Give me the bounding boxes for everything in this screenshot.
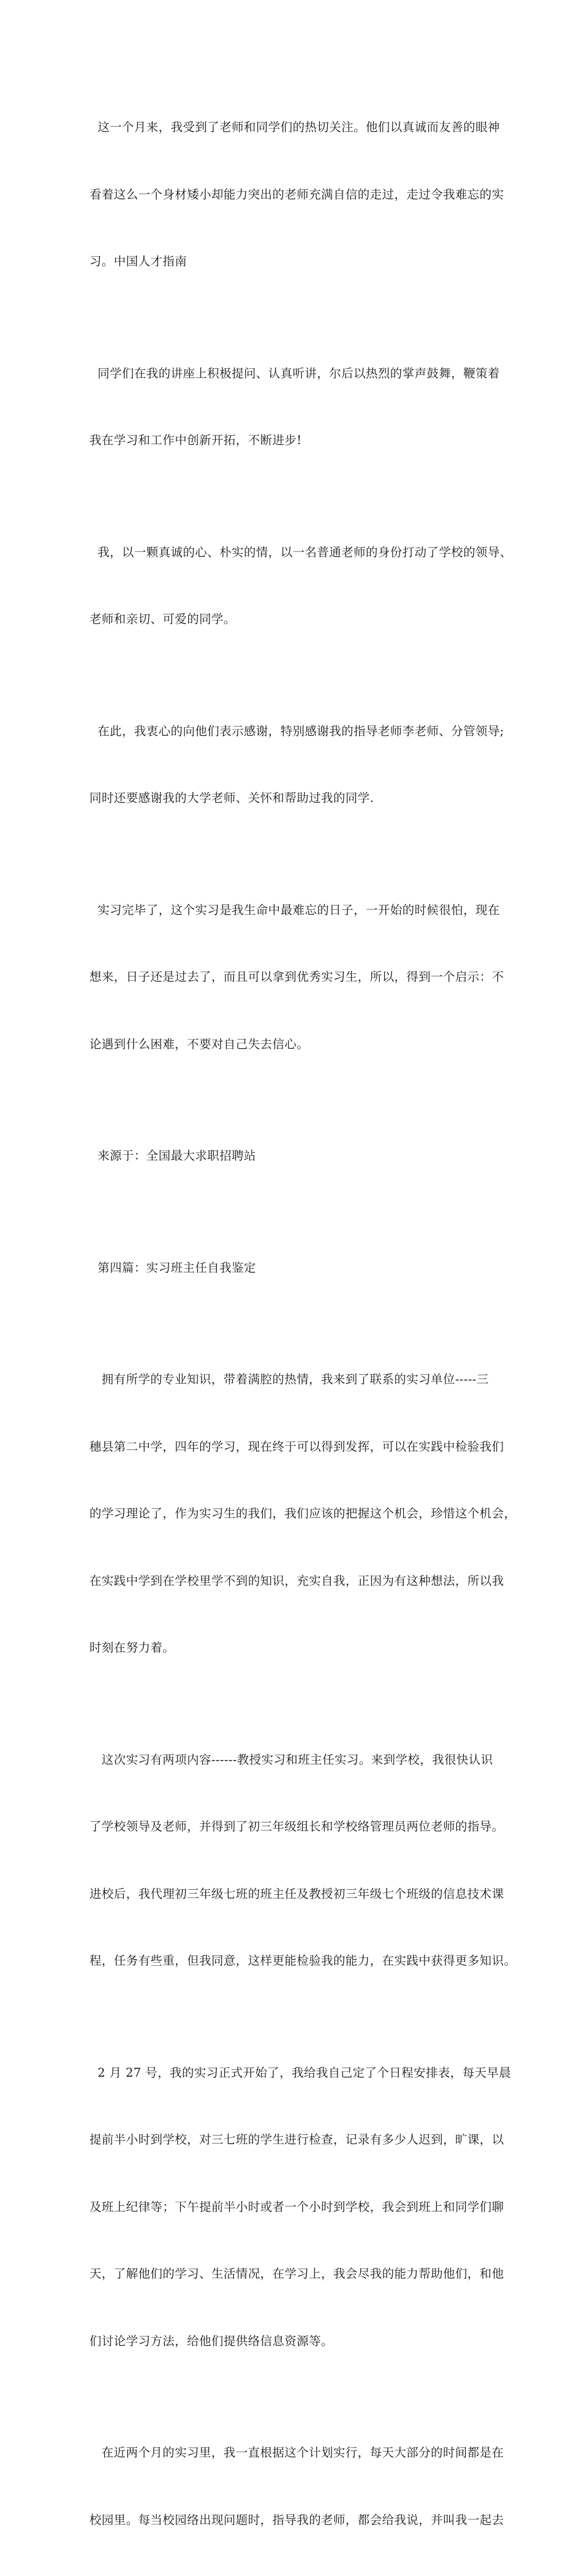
- text-line: 这次实习有两项内容------教授实习和班主任实习。来到学校，我很快认识: [89, 1752, 493, 1767]
- text-line: 老师和亲切、可爱的同学。: [89, 612, 236, 626]
- paragraph-2: [89, 318, 500, 497]
- text-line: 在此，我衷心的向他们表示感谢，特别感谢我的指导老师李老师、分管领导;: [89, 723, 504, 738]
- text-line: 及班上纪律等；下午提前半小时或者一个小时到学校，我会到班上和同学们聊: [89, 2199, 504, 2214]
- text-line: 习。中国人才指南: [89, 254, 187, 268]
- text-line: 在近两个月的实习里，我一直根据这个计划实行，每天大部分的时间都是在: [89, 2446, 504, 2460]
- text-line: 这一个月来，我受到了老师和同学们的热切关注。他们以真诚而友善的眼神: [89, 120, 500, 134]
- text-line: 天，了解他们的学习、生活情况，在学习上，我会尽我的能力帮助他们，和他: [89, 2267, 504, 2281]
- paragraph-7: [89, 1704, 516, 2017]
- section-heading: [89, 1212, 494, 1324]
- text-line: 同学们在我的讲座上积极提问、认真听讲，尔后以热烈的掌声鼓舞，鞭策着: [89, 366, 500, 380]
- paragraph-9: [89, 2397, 504, 2576]
- paragraph-1: [89, 72, 504, 318]
- text-line: 程，任务有些重，但我同意，这样更能检验我的能力，在实践中获得更多知识。: [89, 1954, 516, 1968]
- text-line: 提前半小时到学校，对三七班的学生进行检查，记录有多少人迟到，旷课，以: [89, 2132, 504, 2147]
- paragraph-4: [89, 676, 504, 855]
- text-line: 想来，日子还是过去了，而且可以拿到优秀实习生，所以，得到一个启示：不: [89, 970, 504, 984]
- text-line: 穗县第二中学，四年的学习，现在终于可以得到发挥，可以在实践中检验我们: [89, 1439, 504, 1454]
- text-line: 看着这么一个身材矮小却能力突出的老师充满自信的走过，走过令我难忘的实: [89, 187, 504, 202]
- paragraph-8: [89, 2017, 512, 2398]
- text-line: 2 月 27 号，我的实习正式开始了，我给我自己定了个日程安排表，每天早晨: [89, 2065, 512, 2080]
- paragraph-5: [89, 855, 504, 1101]
- text-line: 拥有所学的专业知识，带着满腔的热情，我来到了联系的实习单位-----三: [89, 1372, 489, 1386]
- text-line: 同时还要感谢我的大学老师、关怀和帮助过我的同学.: [89, 791, 374, 805]
- text-line: 的学习理论了，作为实习生的我们，我们应该的把握这个机会，珍惜这个机会，: [89, 1506, 516, 1520]
- source-line: [89, 1100, 494, 1212]
- text-line: 我在学习和工作中创新开拓，不断进步!: [89, 433, 302, 447]
- text-line: 在实践中学到在学校里学不到的知识，充实自我，正因为有这种想法，所以我: [89, 1573, 504, 1588]
- text-line: 实习完毕了，这个实习是我生命中最难忘的日子，一开始的时候很怕，现在: [89, 902, 500, 917]
- text-line: 时刻在努力着。: [89, 1641, 175, 1655]
- text-line: 论遇到什么困难，不要对自己失去信心。: [89, 1037, 309, 1051]
- document-body: [89, 72, 516, 2576]
- text-line: 我，以一颗真诚的心、朴实的情，以一名普通老师的身份打动了学校的领导、: [89, 545, 512, 559]
- text-line: 进校后，我代理初三年级七班的班主任及教授初三年级七个班级的信息技术课: [89, 1886, 504, 1901]
- paragraph-3: [89, 497, 512, 676]
- text-line: 们讨论学习方法，给他们提供络信息资源等。: [89, 2333, 334, 2348]
- text-line: 来源于：全国最大求职招聘站: [89, 1149, 256, 1163]
- text-line: 了学校领导及老师，并得到了初三年级组长和学校络管理员两位老师的指导。: [89, 1819, 504, 1834]
- text-line: 校园里。每当校园络出现问题时，指导我的老师，都会给我说，并叫我一起去: [89, 2512, 504, 2527]
- paragraph-6: [89, 1324, 516, 1704]
- text-line: 第四篇：实习班主任自我鉴定: [89, 1260, 256, 1275]
